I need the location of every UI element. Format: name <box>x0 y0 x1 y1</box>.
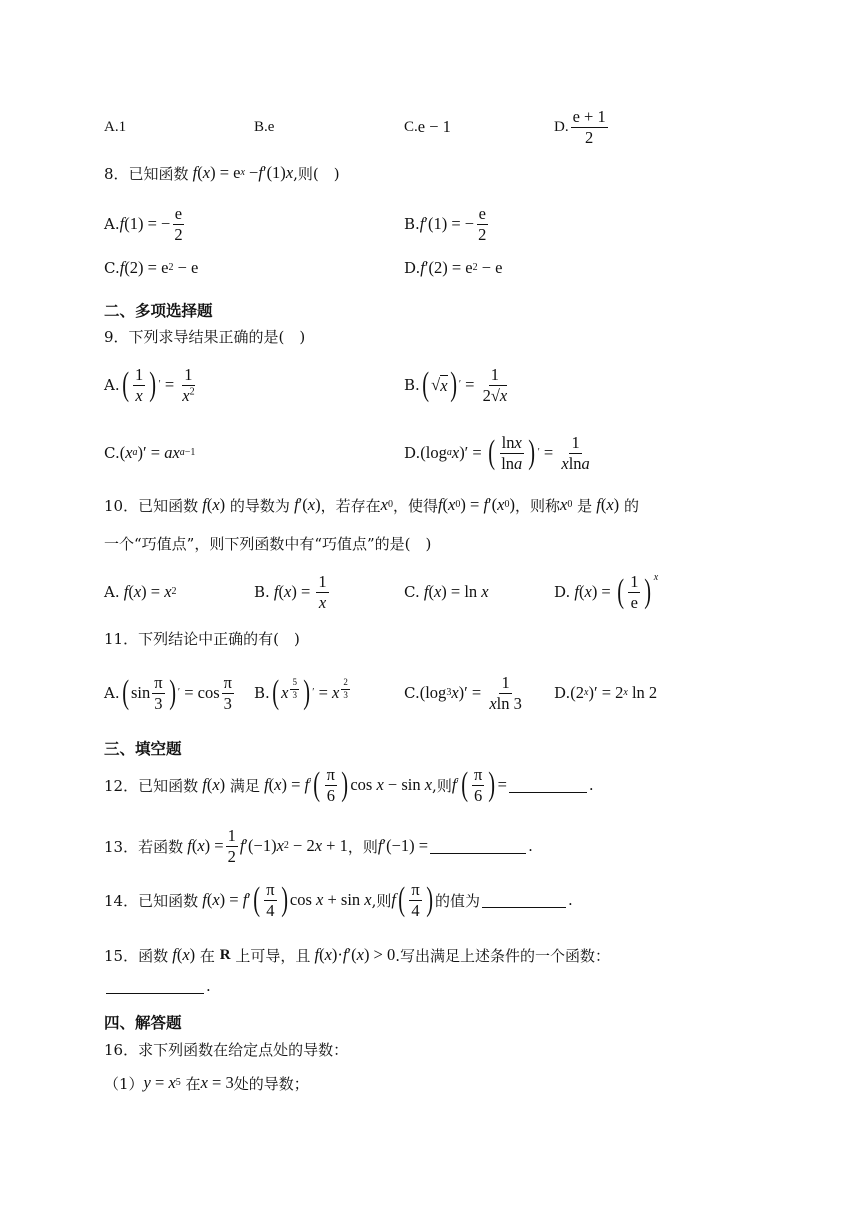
q9-stem: 9．下列求导结果正确的是( ) <box>104 327 306 346</box>
q12-answer-blank[interactable] <box>509 778 587 793</box>
section-heading-4: 四、解答题 <box>104 1014 182 1032</box>
q10-option-c: C. f ( x ) = ln x <box>404 582 489 601</box>
q9-options-row1 <box>0 358 860 412</box>
q10-option-b: B. f ( x ) = $\frac{1}{x}$ <box>254 572 327 612</box>
q14-answer-blank[interactable] <box>482 893 566 908</box>
section-heading-3: 三、填空题 <box>104 740 182 758</box>
q9-option-d: D. (log a x )′ = ( $\frac{\ln x}{\ln a}$ ) ′ = $\frac{1}{xlna}$ <box>404 433 590 473</box>
q7-option-b: B.e <box>254 118 275 135</box>
q8-option-a: A. f (1) = − $\frac{e}{2}$ <box>104 204 183 244</box>
q13-answer-blank[interactable] <box>430 839 526 854</box>
q8-options-row1 <box>0 200 860 248</box>
q11-option-d: D. (2 x )′ = 2 x ln 2 <box>554 683 658 702</box>
q12: 12．已知函数 f ( x ) 满足 f ( x ) = f ′ ( $\frac{\pi}{6}$ ) cos x − sin x ,则 f ′ ( $\frac{\pi}{6}$ ) = . <box>104 765 594 805</box>
q13: 13．若函数 f ( x ) = $\frac{1}{2}$ f ′(−1) x 2 − 2 x + 1 ，则 f ′(−1) = . <box>104 826 533 866</box>
q7-option-d: D. $\frac{e + 1}{2}$ <box>554 107 606 147</box>
q11-stem: 11．下列结论中正确的有( ) <box>104 629 300 648</box>
q11-option-a: A. ( sin $\frac{\pi}{3}$ ) ′ = cos $\frac{\pi}{3}$ <box>104 673 232 713</box>
q9-option-b: B. ( √ x ) ′ = $\frac{1}{2√x}$ <box>404 365 508 405</box>
q15-line2: . <box>104 975 211 997</box>
q8-stem: 8．已知函数 f ( x ) = e x − f ′(1) x ,则( ) <box>104 163 340 183</box>
q10-stem-line2: 一个“巧值点”，则下列函数中有“巧值点”的是( ) <box>104 534 432 553</box>
q8-option-b: B. f ′(1) = − $\frac{e}{2}$ <box>404 204 487 244</box>
q8-option-d: D. f ′(2) = e 2 − e <box>404 258 503 277</box>
q7-options <box>0 103 860 151</box>
q11-option-c: C. (log 3 x )′ = $\frac{1}{xln 3}$ <box>404 673 522 713</box>
q16-part1: （1） y = x 5 在 x = 3 处的导数； <box>104 1073 309 1093</box>
q9-option-c: C. ( x a )′ = ax a−1 <box>104 443 196 462</box>
section-heading-2: 二、多项选择题 <box>104 302 213 320</box>
q14: 14．已知函数 f ( x ) = f ′ ( $\frac{\pi}{4}$ ) cos x + sin x ,则 f ( $\frac{\pi}{4}$ ) 的值为 . <box>104 880 573 920</box>
q11-options <box>0 664 860 722</box>
q15-line1: 15．函数 f ( x ) 在 R 上可导，且 f ( x )· f ′( x ) > 0 .写出满足上述条件的一个函数： <box>104 945 611 965</box>
q10-option-a: A. f ( x ) = x 2 <box>104 582 177 601</box>
q9-option-a: A. ( $\frac{1}{x}$ ) ′ = $\frac{1}{x^2}$ <box>104 365 195 405</box>
q7-option-c: C. e − 1 <box>404 117 451 136</box>
q16-stem: 16．求下列函数在给定点处的导数： <box>104 1040 349 1059</box>
q10-option-d: D. f ( x ) = ( $\frac{1}{e}$ ) $^x$ <box>554 572 659 612</box>
q15-answer-blank[interactable] <box>106 979 204 994</box>
q7-option-a: A.1 <box>104 118 127 135</box>
q10-options <box>0 566 860 618</box>
q11-option-b: B. ( x $^{\frac{5}{3}}$ ) ′ = x $^{\frac{2}{3}}$ <box>254 674 348 711</box>
q8-option-c: C. f (2) = e 2 − e <box>104 258 199 277</box>
q9-options-row2 <box>0 426 860 480</box>
q10-stem-line1: 10．已知函数 f ( x ) 的导数为 f ′( x ) ，若存在 x 0 ，使得 f ( x 0 ) = f ′( x 0 ) ，则称 x 0 是 f ( x ) 的 <box>104 495 639 515</box>
q8-options-row2 <box>0 244 860 292</box>
